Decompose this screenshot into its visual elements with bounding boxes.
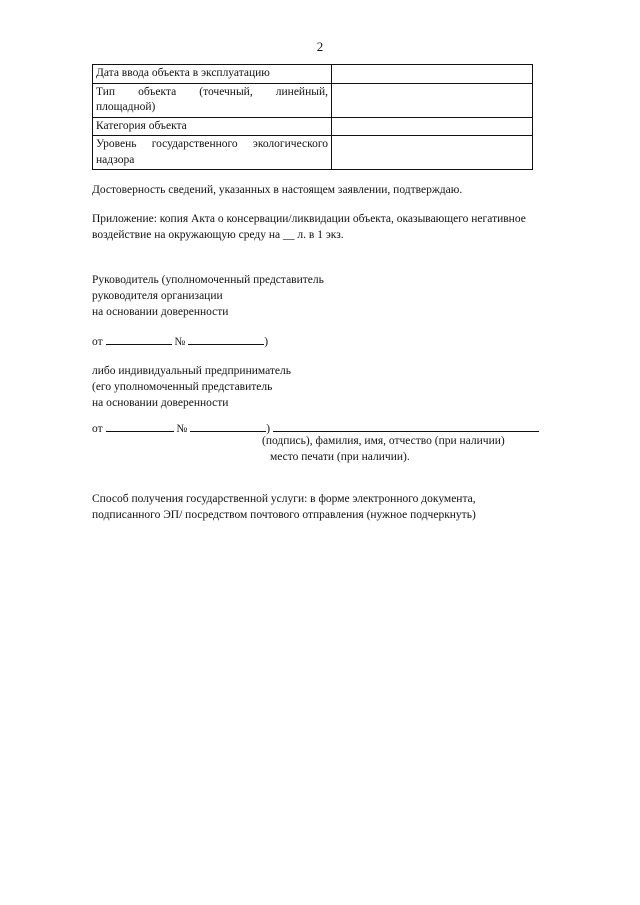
service-method-line-2: подписанного ЭП/ посредством почтового отправления (нужное подчеркнуть): [92, 509, 476, 521]
proxy-number-field[interactable]: [188, 333, 264, 345]
proxy-date-field[interactable]: [106, 333, 172, 345]
table-label-cell: Тип объекта (точечный, линейный, площадной): [93, 83, 332, 117]
confirmation-text: Достоверность сведений, указанных в настоящем заявлении, подтверждаю.: [92, 184, 463, 196]
object-info-table: [92, 64, 533, 170]
entrepreneur-line-3: на основании доверенности: [92, 397, 229, 409]
proxy-date-field[interactable]: [106, 420, 174, 432]
number-label: №: [174, 336, 186, 348]
close-paren: ): [264, 336, 269, 348]
attachment-line-1: Приложение: копия Акта о консервации/ликвидации объекта, оказывающего негативное: [92, 213, 526, 225]
page-number: 2: [316, 39, 324, 54]
proxy-number-field[interactable]: [190, 420, 266, 432]
head-line-3: на основании доверенности: [92, 306, 229, 318]
table-label-cell: Дата ввода объекта в эксплуатацию: [93, 65, 332, 84]
table-value-cell[interactable]: [332, 83, 533, 117]
from-label: от: [92, 423, 103, 435]
entrepreneur-line-1: либо индивидуальный предприниматель: [92, 365, 292, 377]
table-value-cell[interactable]: [332, 136, 533, 170]
table-row: [93, 117, 533, 136]
head-line-1: Руководитель (уполномоченный представитель: [92, 274, 324, 286]
table-label-cell: Категория объекта: [93, 117, 332, 136]
table-row: [93, 136, 533, 170]
entrepreneur-line-2: (его уполномоченный представитель: [92, 381, 273, 393]
stamp-caption: место печати (при наличии).: [270, 451, 410, 463]
table-value-cell[interactable]: [332, 65, 533, 84]
table-row: [93, 65, 533, 84]
signature-caption: (подпись), фамилия, имя, отчество (при наличии): [262, 435, 505, 447]
table-row: [93, 83, 533, 117]
attachment-line-2: воздействие на окружающую среду на __ л. в 1 экз.: [92, 229, 344, 241]
table-label-cell: Уровень государственного экологического надзора: [93, 136, 332, 170]
number-label: №: [176, 423, 188, 435]
table-value-cell[interactable]: [332, 117, 533, 136]
head-proxy-line: [92, 333, 268, 351]
service-method-line-1: Способ получения государственной услуги: в форме электронного документа,: [92, 493, 476, 505]
from-label: от: [92, 336, 103, 348]
close-paren: ): [266, 423, 271, 435]
head-line-2: руководителя организации: [92, 290, 223, 302]
signature-field[interactable]: [273, 420, 539, 432]
